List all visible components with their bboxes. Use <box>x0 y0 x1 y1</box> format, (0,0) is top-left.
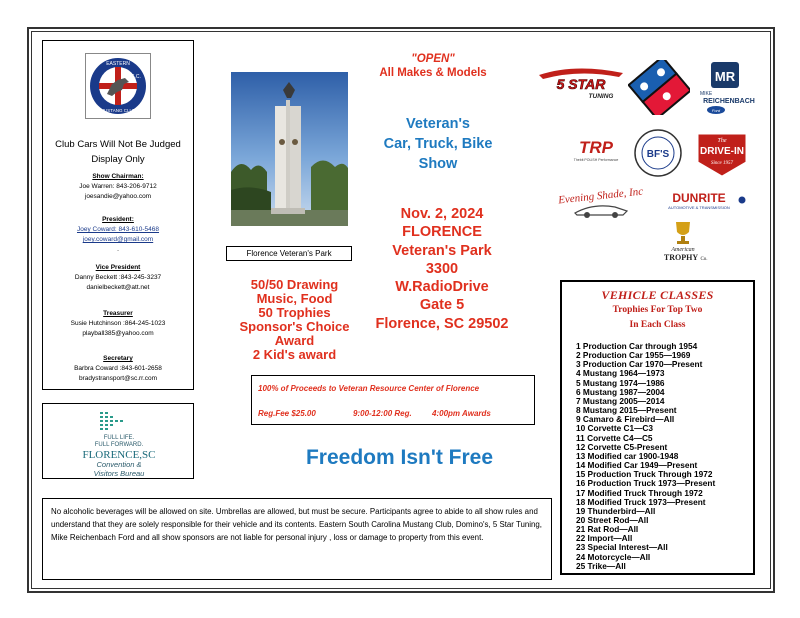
club-logo-sc-text: S.C. <box>131 74 141 80</box>
class-item: 2 Production Car 1955—1969 <box>576 350 691 361</box>
open-label: "OPEN" <box>411 53 455 65</box>
class-item: 3 Production Car 1970—Present <box>576 359 703 370</box>
mustang-club-logo <box>85 53 151 119</box>
drivein-the: The <box>717 138 727 144</box>
president-block <box>43 215 193 255</box>
class-item: 1 Production Car through 1954 <box>576 341 698 351</box>
five-star-text: 5 STAR <box>556 76 606 92</box>
trp-logo <box>566 136 626 164</box>
chairman-name: Joe Warren: 843-206-9712 <box>79 183 157 190</box>
disclaimer: No alcoholic beverages will be allowed on site. Umbrellas are allowed, but must be secure. Participants agree to abide to all show rules and understand that they are solely responsible for their vehicle and its contents. Eastern South Carolina Mustang Club, Domino's, 5 Star Tuning, Mike Reichenbach Ford and all show sponsors are not liable for personal injury , loss or damage to property from this event. <box>42 498 552 580</box>
drive-in-logo <box>694 130 750 178</box>
proceeds-text: 100% of Proceeds to Veteran Resource Center of Florence <box>258 384 480 393</box>
vp-block <box>43 263 193 293</box>
club-logo-top-text: EASTERN <box>106 61 130 67</box>
awards-time: 4:00pm Awards <box>432 409 491 418</box>
president-name: Joey Coward: 843-610-5468 <box>76 226 160 233</box>
class-item: 25 Trike—All <box>576 560 626 571</box>
secretary-role: Secretary <box>103 355 133 362</box>
class-item: 14 Modified Car 1949—Present <box>576 460 698 471</box>
event-street-number: 3300 <box>425 260 459 277</box>
class-item: 23 Special Interest—All <box>576 542 668 553</box>
mike-reichenbach-logo <box>696 60 762 116</box>
class-item: 12 Corvette C5-Present <box>576 441 668 452</box>
event-city-state: Florence, SC 29502 <box>375 315 509 332</box>
feature-sponsors-choice: Sponsor's Choice <box>239 319 350 334</box>
show-title <box>358 114 518 174</box>
show-title-line3: Show <box>418 156 458 172</box>
secretary-block <box>43 354 193 384</box>
feature-kids-award: 2 Kid's award <box>252 347 337 362</box>
all-makes-label: All Makes & Models <box>379 67 487 79</box>
class-item: 11 Corvette C4—C5 <box>576 432 653 443</box>
dunrite-logo <box>657 190 747 212</box>
evening-shade-text: Evening Shade, Inc <box>557 185 644 207</box>
cvb-line2: Visitors Bureau <box>93 469 145 478</box>
club-cars-line1: Club Cars Will Not Be Judged <box>55 139 181 150</box>
mr-initials: MR <box>714 69 736 84</box>
president-email: joey.coward@gmail.com <box>82 236 154 243</box>
class-item: 19 Thunderbird—All <box>576 505 656 516</box>
evening-shade-logo <box>553 185 649 220</box>
proceeds-box <box>251 375 535 425</box>
vp-role: Vice President <box>95 264 141 271</box>
class-item: 20 Street Rod—All <box>576 514 649 525</box>
class-item: 21 Rat Rod—All <box>576 524 639 535</box>
trp-text: TRP <box>579 138 613 157</box>
features-list <box>222 278 367 362</box>
vehicle-classes-panel <box>560 280 755 575</box>
florence-cvb-logo <box>42 403 194 479</box>
mustang-club-emblem <box>88 56 148 116</box>
treasurer-name: Susie Hutchinson :864-245-1023 <box>70 320 166 327</box>
veterans-park-photo <box>231 72 348 226</box>
vp-email: danielbeckett@att.net <box>86 284 150 291</box>
class-item: 10 Corvette C1—C3 <box>576 423 654 434</box>
secretary-email: bradystransport@sc.rr.com <box>78 375 158 382</box>
cvb-line1: Convention & <box>96 460 142 469</box>
event-date: Nov. 2, 2024 <box>400 206 484 222</box>
class-item: 6 Mustang 1987—2004 <box>576 386 665 397</box>
mr-line2: REICHENBACH <box>703 98 755 105</box>
dominos-logo <box>628 60 690 115</box>
contact-panel <box>42 40 194 390</box>
class-item: 8 Mustang 2015—Present <box>576 405 677 416</box>
park-caption: Florence Veteran's Park <box>226 246 352 261</box>
class-item: 16 Production Truck 1973—Present <box>576 478 716 489</box>
class-item: 22 Import—All <box>576 533 633 544</box>
vehicle-classes-sub2: In Each Class <box>629 320 686 330</box>
treasurer-role: Treasurer <box>103 310 133 317</box>
mr-ford: Ford <box>711 108 721 113</box>
cvb-tagline2: FULL FORWARD. <box>94 442 144 448</box>
event-city: FLORENCE <box>402 224 482 241</box>
feature-5050: 50/50 Drawing <box>250 277 339 292</box>
class-item: 15 Production Truck Through 1972 <box>576 469 713 480</box>
american-trophy-logo <box>654 218 712 268</box>
event-venue: Veteran's Park <box>392 242 492 259</box>
feature-award: Award <box>274 333 315 348</box>
show-title-line2: Car, Truck, Bike <box>383 136 493 152</box>
mr-line1: MIKE <box>700 91 713 97</box>
cvb-city: FLORENCE,SC <box>82 449 156 461</box>
feature-trophies: 50 Trophies <box>258 305 331 320</box>
class-item: 13 Modified car 1900-1948 <box>576 450 679 461</box>
club-cars-note <box>43 137 193 167</box>
vp-name: Danny Beckett :843-245-3237 <box>74 274 162 281</box>
chairman-role: Show Chairman: <box>92 173 144 180</box>
five-star-sub: TUNING <box>588 93 614 100</box>
registration-time: 9:00-12:00 Reg. <box>353 409 412 418</box>
show-title-line1: Veteran's <box>406 116 470 132</box>
class-item: 18 Modified Truck 1973—Present <box>576 496 706 507</box>
secretary-name: Barbra Coward :843-601-2658 <box>74 365 162 372</box>
event-gate: Gate 5 <box>419 297 465 314</box>
trophy-co: Co. <box>700 257 708 262</box>
chairman-block <box>43 172 193 202</box>
event-info <box>362 205 522 333</box>
slogan: Freedom Isn't Free <box>305 446 494 469</box>
class-item: 9 Camaro & Firebird—All <box>576 414 675 425</box>
treasurer-email: playball385@yahoo.com <box>82 330 154 337</box>
cvb-tagline1: FULL LIFE. <box>103 435 135 441</box>
vehicle-classes-list <box>576 342 715 571</box>
chairman-email: joesandie@yahoo.com <box>84 193 152 200</box>
president-role: President: <box>102 216 134 223</box>
class-item: 5 Mustang 1974—1986 <box>576 377 665 388</box>
registration-fee: Reg.Fee $25.00 <box>258 409 316 418</box>
bfs-text: BF'S <box>646 149 670 160</box>
dunrite-text: DUNRITE <box>672 191 726 205</box>
treasurer-block <box>43 309 193 339</box>
trophy-name: TROPHY <box>663 253 699 262</box>
class-item: 24 Motorcycle—All <box>576 551 651 562</box>
event-street: W.RadioDrive <box>395 279 489 296</box>
drivein-text: DRIVE-IN <box>700 146 744 157</box>
cvb-arrow-icon <box>43 404 195 480</box>
trp-sub: Thebit POLISH Performance <box>573 158 619 162</box>
vehicle-classes-sub1: Trophies For Top Two <box>612 305 703 315</box>
president-dot: . <box>117 246 119 253</box>
drivein-since: Since 1957 <box>710 161 734 166</box>
club-cars-line2: Display Only <box>91 154 145 165</box>
club-logo-bottom-text: MUSTANG CLUB <box>100 108 136 113</box>
feature-music-food: Music, Food <box>256 291 333 306</box>
open-header <box>363 52 503 80</box>
bfs-logo <box>633 128 683 178</box>
class-item: 7 Mustang 2005—2014 <box>576 395 665 406</box>
class-item: 17 Modified Truck Through 1972 <box>576 487 703 498</box>
class-item: 4 Mustang 1964—1973 <box>576 368 665 379</box>
five-star-tuning-logo <box>535 65 627 101</box>
vehicle-classes-title: VEHICLE CLASSES <box>601 288 714 302</box>
dunrite-sub: AUTOMOTIVE & TRANSMISSION <box>668 205 730 210</box>
trophy-american: American <box>671 247 695 253</box>
